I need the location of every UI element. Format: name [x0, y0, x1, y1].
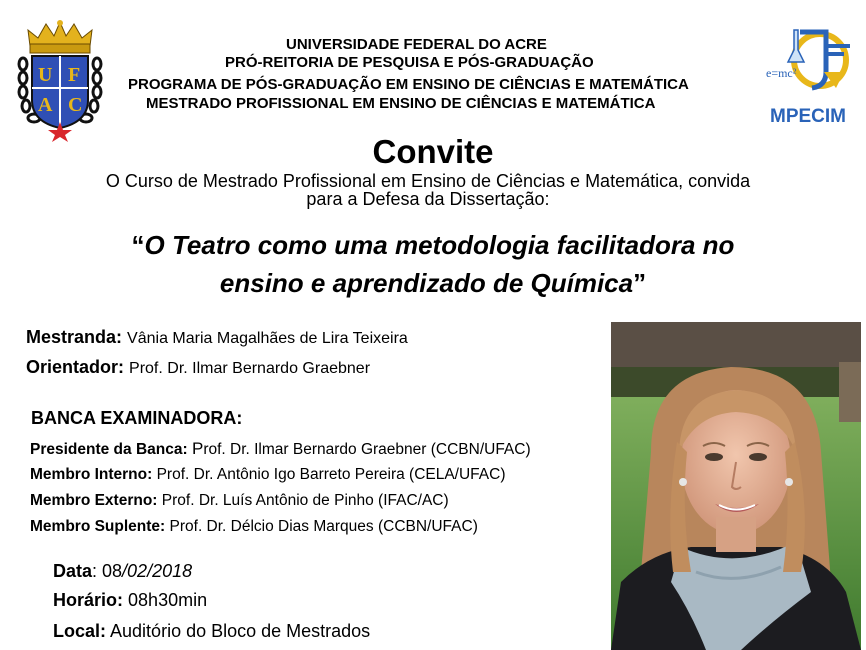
- interno-value: Prof. Dr. Antônio Igo Barreto Pereira (CELA/UFAC): [156, 466, 506, 483]
- externo-label: Membro Externo:: [30, 492, 158, 509]
- banca-interno-row: [30, 466, 506, 484]
- title-part-1: O Teatro como uma metodologia facilitadora no: [144, 230, 735, 260]
- header-pro-reitoria: PRÓ-REITORIA DE PESQUISA E PÓS-GRADUAÇÃO: [225, 54, 594, 71]
- interno-label: Membro Interno:: [30, 466, 153, 483]
- intro-text: [0, 172, 856, 208]
- ufac-logo: [14, 18, 106, 142]
- dissertation-title-line-2: [0, 268, 866, 299]
- local-row: [53, 621, 370, 642]
- ufac-letter-a: A: [38, 94, 53, 116]
- externo-value: Prof. Dr. Luís Antônio de Pinho (IFAC/AC): [161, 492, 449, 509]
- convite-heading: Convite: [372, 133, 494, 170]
- header-university: UNIVERSIDADE FEDERAL DO ACRE: [286, 36, 547, 53]
- ufac-letter-f: F: [68, 64, 81, 86]
- banca-heading: BANCA EXAMINADORA:: [31, 408, 243, 428]
- mestranda-row: [26, 327, 408, 348]
- mestranda-value: Vânia Maria Magalhães de Lira Teixeira: [127, 330, 408, 347]
- open-quote: “: [131, 230, 145, 260]
- banca-presidente-row: [30, 439, 531, 459]
- local-value: Auditório do Bloco de Mestrados: [110, 621, 371, 641]
- banca-externo-row: [30, 492, 449, 510]
- presidente-first-letter: P: [191, 439, 204, 458]
- suplente-value: Prof. Dr. Délcio Dias Marques (CCBN/UFAC): [169, 518, 478, 535]
- suplente-label: Membro Suplente:: [30, 518, 166, 535]
- mpecim-caption: MPECIM: [770, 106, 846, 127]
- data-value: /02/2018: [122, 561, 193, 581]
- banca-suplente-row: [30, 518, 478, 536]
- close-quote: ”: [633, 268, 647, 298]
- data-row: [53, 561, 192, 582]
- horario-value: 08h30min: [128, 590, 208, 610]
- title-part-2: ensino e aprendizado de Química: [219, 268, 634, 298]
- data-label: Data: [53, 561, 93, 581]
- candidate-photo: [611, 322, 861, 650]
- orientador-row: [26, 357, 370, 378]
- horario-row: [53, 590, 207, 611]
- presidente-label: Presidente da Banca:: [30, 441, 188, 458]
- mestranda-label: Mestranda:: [26, 327, 123, 347]
- presidente-value: rof. Dr. Ilmar Bernardo Graebner (CCBN/UFAC): [203, 441, 531, 458]
- mpecim-logo: [764, 22, 864, 132]
- local-label: Local:: [53, 621, 107, 641]
- dissertation-title-line-1: [0, 230, 866, 261]
- header-programa: PROGRAMA DE PÓS-GRADUAÇÃO EM ENSINO DE CIÊNCIAS E MATEMÁTICA: [128, 76, 689, 93]
- mpecim-formula: e=mc²: [766, 66, 797, 80]
- ufac-letter-u: U: [38, 64, 53, 86]
- intro-line-1: O Curso de Mestrado Profissional em Ensino de Ciências e Matemática, convida: [105, 171, 751, 191]
- intro-line-2: para a Defesa da Dissertação:: [306, 189, 550, 209]
- orientador-value: Prof. Dr. Ilmar Bernardo Graebner: [129, 360, 371, 377]
- header-mestrado: MESTRADO PROFISSIONAL EM ENSINO DE CIÊNCIAS E MATEMÁTICA: [146, 95, 656, 112]
- orientador-label: Orientador:: [26, 357, 125, 377]
- horario-label: Horário:: [53, 590, 124, 610]
- data-sep: : 08: [92, 561, 123, 581]
- ufac-letter-c: C: [68, 94, 83, 116]
